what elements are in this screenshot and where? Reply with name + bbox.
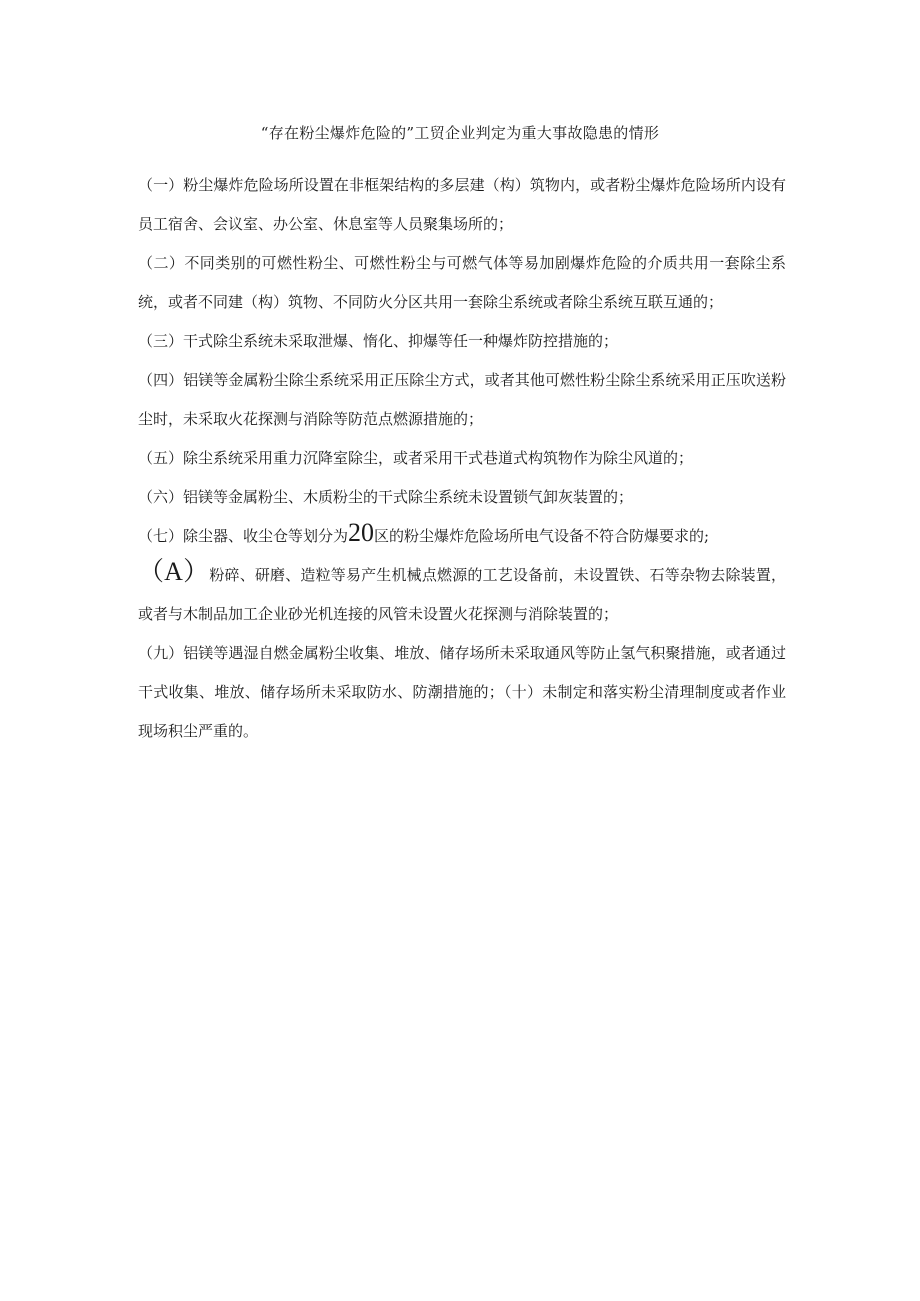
paragraph-2: （二）不同类别的可燃性粉尘、可燃性粉尘与可燃气体等易加剧爆炸危险的介质共用一套除尘系统，或者不同建（构）筑物、不同防火分区共用一套除尘系统或者除尘系统互联互通的；	[138, 254, 786, 311]
document-title: “存在粉尘爆炸危险的”工贸企业判定为重大事故隐患的情形	[260, 124, 660, 142]
paragraph-3: （三）干式除尘系统未采取泄爆、惰化、抑爆等任一种爆炸防控措施的；	[138, 332, 619, 350]
paragraph-9: （九）铝镁等遇湿自燃金属粉尘收集、堆放、储存场所未采取通风等防止氢气积聚措施，或者通过干式收集、堆放、储存场所未采取防水、防潮措施的；（十）未制定和落实粉尘清理制度或者作业现场积尘严重的。	[138, 644, 786, 740]
paragraph-8-label: （A）	[138, 557, 210, 586]
paragraph-6: （六）铝镁等金属粉尘、木质粉尘的干式除尘系统未设置锁气卸灰装置的；	[138, 488, 634, 506]
paragraph-7-after: 区的粉尘爆炸危险场所电气设备不符合防爆要求的;	[374, 527, 710, 545]
paragraph-5: （五）除尘系统采用重力沉降室除尘，或者采用干式巷道式构筑物作为除尘风道的；	[138, 449, 694, 467]
paragraph-8	[138, 556, 786, 634]
zone-number: 20	[348, 518, 375, 547]
paragraph-7	[138, 517, 786, 556]
paragraph-4: （四）铝镁等金属粉尘除尘系统采用正压除尘方式，或者其他可燃性粉尘除尘系统采用正压吹送粉尘时，未采取火花探测与消除等防范点燃源措施的；	[138, 371, 786, 428]
paragraph-8-text: 粉碎、研磨、造粒等易产生机械点燃源的工艺设备前，未设置铁、石等杂物去除装置，或者与木制品加工企业砂光机连接的风管未设置火花探测与消除装置的；	[138, 566, 786, 623]
paragraph-7-before: （七）除尘器、收尘仓等划分为	[138, 527, 349, 545]
document-body	[138, 166, 786, 751]
paragraph-1: （一）粉尘爆炸危险场所设置在非框架结构的多层建（构）筑物内，或者粉尘爆炸危险场所内设有员工宿舍、会议室、办公室、休息室等人员聚集场所的；	[138, 176, 786, 233]
